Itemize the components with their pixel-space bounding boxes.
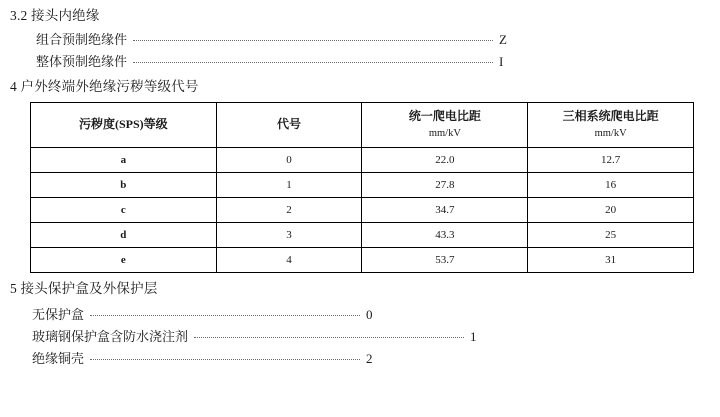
cell-code: 0 bbox=[216, 147, 362, 172]
dot-leader bbox=[194, 336, 464, 338]
entry-insulated-copper-shell bbox=[10, 348, 706, 367]
pollution-grade-table bbox=[30, 102, 694, 273]
column-header-code bbox=[216, 102, 362, 147]
table-row bbox=[31, 247, 694, 272]
column-title: 统一爬电比距 bbox=[408, 109, 481, 124]
cell-code: 4 bbox=[216, 247, 362, 272]
table-row bbox=[31, 197, 694, 222]
table-row bbox=[31, 172, 694, 197]
column-header-sps bbox=[31, 102, 217, 147]
section-4 bbox=[10, 79, 706, 273]
entry-composite-premolded-insulator bbox=[10, 29, 706, 48]
cell-unified-creepage: 43.3 bbox=[362, 222, 528, 247]
section-5 bbox=[10, 281, 706, 367]
entry-no-protective-box bbox=[10, 304, 706, 323]
dot-leader bbox=[90, 314, 360, 316]
table-row bbox=[31, 147, 694, 172]
entry-code: 2 bbox=[366, 350, 373, 366]
cell-unified-creepage: 27.8 bbox=[362, 172, 528, 197]
pollution-grade-table-wrapper bbox=[30, 102, 694, 273]
section-3-2 bbox=[10, 8, 706, 70]
cell-sps: e bbox=[31, 247, 217, 272]
entry-label: 玻璃钢保护盒含防水浇注剂 bbox=[32, 328, 189, 344]
cell-three-phase-creepage: 31 bbox=[528, 247, 694, 272]
cell-code: 2 bbox=[216, 197, 362, 222]
cell-unified-creepage: 53.7 bbox=[362, 247, 528, 272]
entry-code: 0 bbox=[366, 306, 373, 322]
cell-unified-creepage: 22.0 bbox=[362, 147, 528, 172]
entry-code: 1 bbox=[470, 328, 477, 344]
cell-sps: a bbox=[31, 147, 217, 172]
cell-sps: c bbox=[31, 197, 217, 222]
section-5-heading: 5 接头保护盒及外保护层 bbox=[10, 280, 158, 296]
table-header-row bbox=[31, 102, 694, 147]
entry-integral-premolded-insulator bbox=[10, 51, 706, 70]
column-unit: mm/kV bbox=[594, 127, 627, 139]
column-title: 污秽度(SPS)等级 bbox=[78, 117, 168, 132]
entry-label: 绝缘铜壳 bbox=[32, 350, 85, 366]
cell-code: 1 bbox=[216, 172, 362, 197]
section-3-2-heading: 3.2 接头内绝缘 bbox=[10, 8, 100, 23]
entry-code: I bbox=[499, 53, 504, 69]
dot-leader bbox=[133, 39, 493, 41]
cell-sps: b bbox=[31, 172, 217, 197]
entry-code: Z bbox=[499, 31, 507, 47]
cell-three-phase-creepage: 12.7 bbox=[528, 147, 694, 172]
section-4-heading: 4 户外终端外绝缘污秽等级代号 bbox=[10, 78, 199, 94]
entry-frp-box-with-waterproof-compound bbox=[10, 326, 706, 345]
dot-leader bbox=[133, 61, 493, 63]
cell-sps: d bbox=[31, 222, 217, 247]
entry-label: 无保护盒 bbox=[32, 306, 85, 322]
cell-three-phase-creepage: 20 bbox=[528, 197, 694, 222]
entry-label: 整体预制绝缘件 bbox=[36, 53, 128, 69]
dot-leader bbox=[90, 358, 360, 360]
cell-three-phase-creepage: 16 bbox=[528, 172, 694, 197]
cell-code: 3 bbox=[216, 222, 362, 247]
column-unit: mm/kV bbox=[428, 127, 461, 139]
table-row bbox=[31, 222, 694, 247]
column-title: 代号 bbox=[277, 117, 302, 132]
cell-unified-creepage: 34.7 bbox=[362, 197, 528, 222]
column-header-three-phase-creepage bbox=[528, 102, 694, 147]
entry-label: 组合预制绝缘件 bbox=[36, 31, 128, 47]
column-header-unified-creepage bbox=[362, 102, 528, 147]
column-title: 三相系统爬电比距 bbox=[562, 109, 659, 124]
cell-three-phase-creepage: 25 bbox=[528, 222, 694, 247]
